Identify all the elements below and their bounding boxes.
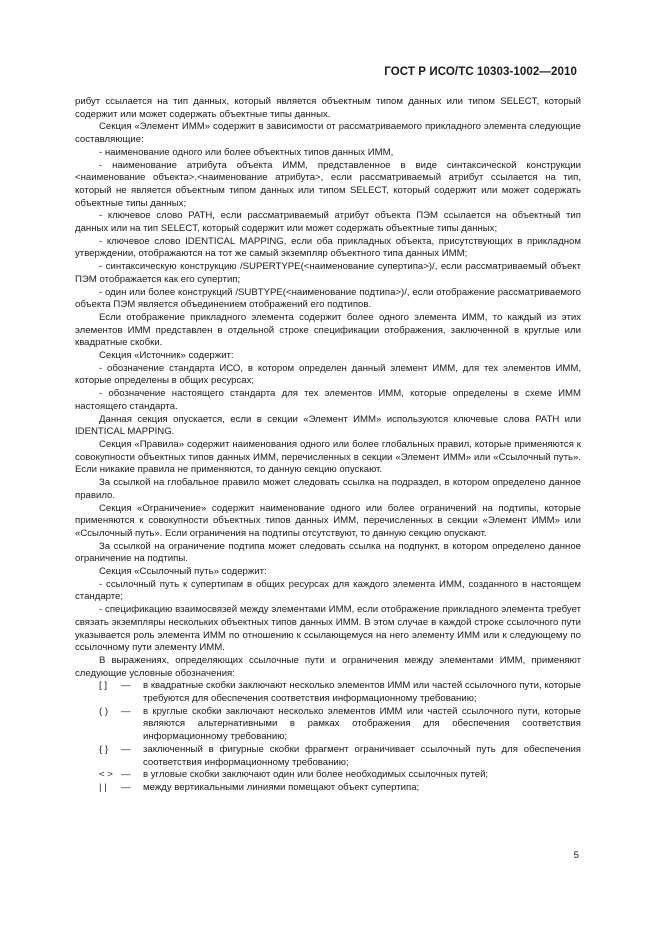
document-body	[75, 96, 581, 795]
notation-text: в квадратные скобки заключают несколько элементов ИММ или частей ссылочного пути, которые требуются для обеспечения соответствия информационному требованию;	[143, 680, 581, 705]
notation-dash: —	[121, 705, 131, 717]
paragraph: Секция «Источник» содержит:	[99, 350, 234, 362]
notation-symbol: [ ]	[99, 680, 107, 692]
notation-item	[75, 782, 581, 795]
notation-item	[75, 744, 581, 769]
list-item: - наименование одного или более объектных типов данных ИММ,	[99, 146, 394, 158]
paragraph: Если отображение прикладного элемента содержит более одного элемента ИММ, то каждый из этих элементов ИММ представлен в отдельной строке спецификации отображения, заключенной в круглые или квадратные скобки.	[75, 311, 581, 349]
paragraph: рибут ссылается на тип данных, который является объектным типом данных или типом SELECT, который содержит или может содержать объектные типы данных.	[75, 96, 581, 120]
list-item: - синтаксическую конструкцию /SUPERTYPE(<наименование супертипа>)/, если рассматриваемый объект ПЭМ отображается как его супертип;	[75, 261, 581, 285]
paragraph: Секция «Ссылочный путь» содержит:	[99, 566, 267, 578]
list-item: - спецификацию взаимосвязей между элементами ИММ, если отображение прикладного элемента требует связать экземпляры нескольких объектных типов данных ИММ. В этом случае в каждой строке ссылочного пути указывается роль элемента ИММ по отношению к ссылающемуся на него элементу ИММ или к следующему по ссылочному пути элементу ИММ.	[75, 604, 581, 654]
list-item: - ссылочный путь к супертипам в общих ресурсах для каждого элемента ИММ, созданного в настоящем стандарте;	[75, 578, 581, 603]
list-item: - ключевое слово PATH, если рассматриваемый атрибут объекта ПЭМ ссылается на объектный тип данных или на тип SELECT, который содержит или может содержать объектные типы данных;	[75, 210, 581, 235]
paragraph: Данная секция опускается, если в секции «Элемент ИММ» используются ключевые слова PATH или IDENTICAL MAPPING.	[75, 413, 581, 438]
list-item: - обозначение настоящего стандарта для тех элементов ИММ, которые определены в схеме ИММ настоящего стандарта.	[75, 388, 581, 412]
notation-text: в круглые скобки заключают несколько элементов ИММ или частей ссылочного пути, которые являются альтернативными в рамках отображения для обеспечения соответствия информационному требованию;	[143, 705, 581, 743]
notation-text: в угловые скобки заключают один или более необходимых ссылочных путей;	[143, 769, 489, 781]
paragraph: За ссылкой на ограничение подтипа может следовать ссылка на подпункт, в котором определено данное ограничение на подтипы.	[75, 540, 581, 565]
paragraph: В выражениях, определяющих ссылочные пути и ограничения между элементами ИММ, применяют следующие условные обозначения:	[75, 654, 581, 679]
paragraph: За ссылкой на глобальное правило может следовать ссылка на подраздел, в котором определено данное правило.	[75, 477, 581, 501]
notation-text: между вертикальными линиями помещают объект супертипа;	[143, 781, 420, 793]
notation-symbol: { }	[99, 743, 109, 755]
list-item: - ключевое слово IDENTICAL MAPPING, если оба прикладных объекта, присутствующих в прикладном утверждении, отображаются на тот же самый экземпляр объектного типа данных ИММ;	[75, 235, 581, 260]
notation-list	[75, 680, 581, 794]
paragraph: Секция «Элемент ИММ» содержит в зависимости от рассматриваемого прикладного элемента следующие составляющие:	[75, 121, 581, 146]
list-item: - наименование атрибута объекта ИММ, представленное в виде синтаксической конструкции <наименование объекта>.<наименование атрибута>, если рассматриваемый атрибут ссылается на тип, который не является объектным типом данных или типом SELECT, который содержит или может содержать объектные типы данных;	[75, 159, 581, 209]
notation-item	[75, 706, 581, 744]
notation-dash: —	[121, 680, 131, 692]
notation-dash: —	[121, 743, 131, 755]
notation-symbol: | |	[99, 781, 107, 793]
notation-item	[75, 769, 581, 782]
paragraph: Секция «Ограничение» содержит наименование одного или более ограничений на подтипы, которые применяются к совокупности объектных типов данных ИММ, перечисленных в секции «Элемент ИММ» или «Ссылочный путь». Если ограничения на подтипы отсутствуют, то данную секцию опускают.	[75, 502, 581, 539]
list-item: - обозначение стандарта ИСО, в котором определен данный элемент ИММ, для тех элементов ИММ, которые определены в общих ресурсах;	[75, 362, 581, 387]
notation-dash: —	[121, 781, 131, 793]
paragraph: Секция «Правила» содержит наименования одного или более глобальных правил, которые применяются к совокупности объектных типов данных ИММ, перечисленных в секции «Элемент ИММ» или «Ссылочный путь». Если никакие правила не применяются, то данную секцию опускают.	[75, 438, 581, 476]
notation-symbol: < >	[99, 769, 113, 781]
notation-dash: —	[121, 769, 131, 781]
document-header: ГОСТ Р ИСО/ТС 10303-1002—2010	[384, 66, 577, 78]
notation-item	[75, 680, 581, 705]
notation-symbol: ( )	[99, 705, 109, 717]
page-number: 5	[573, 850, 579, 861]
notation-text: заключенный в фигурные скобки фрагмент ограничивает ссылочный путь для обеспечения соответствия информационному требованию;	[143, 743, 581, 768]
list-item: - один или более конструкций /SUBTYPE(<наименование подтипа>)/, если отображение рассматриваемого объекта ПЭМ является объединением отображений его подтипов.	[75, 286, 581, 311]
